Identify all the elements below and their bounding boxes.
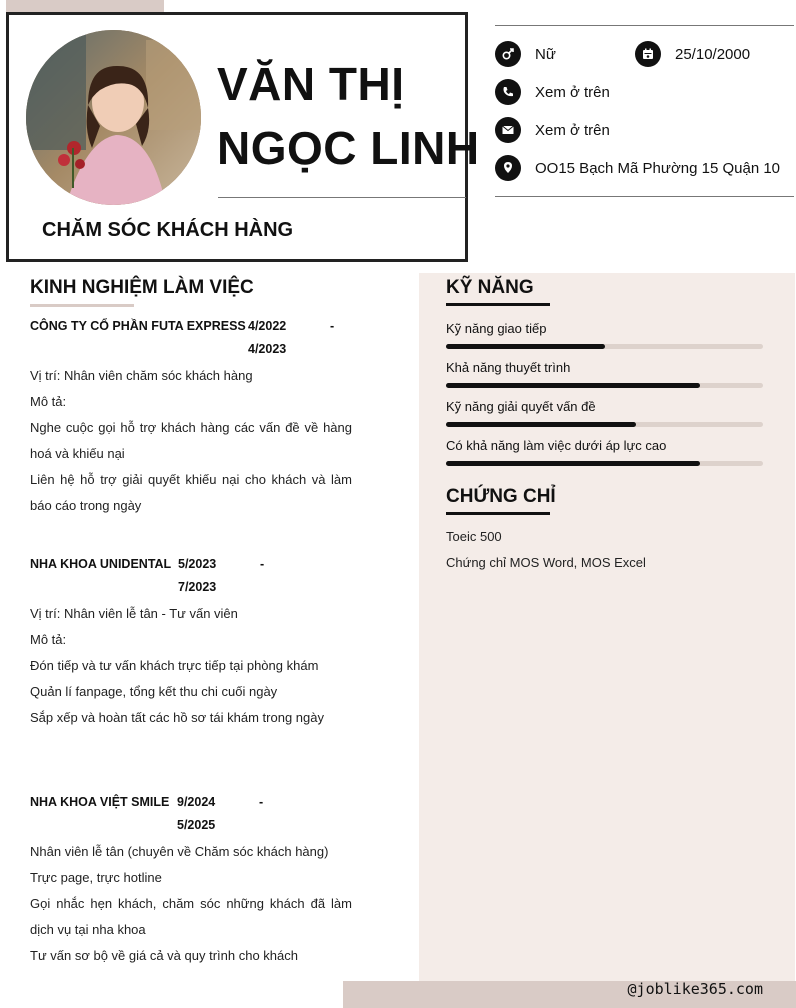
experience-title: KINH NGHIỆM LÀM VIỆC (30, 277, 254, 298)
end-date: 7/2023 (178, 580, 217, 594)
skill-label: Có khả năng làm việc dưới áp lực cao (446, 438, 667, 453)
end-date: 5/2025 (177, 818, 216, 832)
experience-line: Nghe cuộc gọi hỗ trợ khách hàng các vấn đề về hàng hoá và khiếu nại (30, 420, 352, 461)
avatar (26, 30, 201, 205)
experience-line: Nhân viên lễ tân (chuyên về Chăm sóc khách hàng) (30, 844, 329, 859)
skills-underline (446, 303, 550, 306)
company-name: NHA KHOA UNIDENTAL (30, 557, 172, 571)
skill-label: Kỹ năng giao tiếp (446, 321, 547, 336)
start-date: 9/2024 (177, 795, 216, 809)
email-value: Xem ở trên (535, 121, 610, 139)
skill-bar-track (446, 344, 763, 349)
experience-line: Vị trí: Nhân viên lễ tân - Tư vấn viên (30, 606, 238, 621)
skill-label: Kỹ năng giải quyết vấn đề (446, 399, 596, 414)
skills-title: KỸ NĂNG (446, 277, 534, 298)
mail-icon (495, 117, 521, 143)
certificates-underline (446, 512, 550, 515)
experience-line: Vị trí: Nhân viên chăm sóc khách hàng (30, 368, 253, 383)
avatar-photo-icon (26, 30, 201, 205)
start-date: 4/2022 (248, 319, 287, 333)
location-pin-icon (495, 155, 521, 181)
contact-divider-top (495, 25, 794, 26)
certificates-title: CHỨNG CHỈ (446, 486, 556, 507)
end-date: 4/2023 (248, 342, 287, 356)
skill-bar-track (446, 383, 763, 388)
skill-item (446, 320, 763, 349)
skill-bar-fill (446, 461, 700, 466)
skill-item (446, 398, 763, 427)
date-separator: - (260, 557, 265, 571)
experience-line: Tư vấn sơ bộ về giá cả và quy trình cho khách (30, 948, 298, 963)
phone-value: Xem ở trên (535, 83, 610, 101)
contact-phone (495, 79, 610, 105)
contact-email (495, 117, 610, 143)
experience-line: Trực page, trực hotline (30, 870, 162, 885)
experience-line: Liên hệ hỗ trợ giải quyết khiếu nại cho khách và làm báo cáo trong ngày (30, 472, 352, 513)
gender-value: Nữ (535, 45, 556, 63)
certificate-item: Toeic 500 (446, 529, 502, 544)
name-divider (218, 197, 466, 198)
experience-line: Gọi nhắc hẹn khách, chăm sóc những khách đã làm dịch vụ tại nha khoa (30, 896, 352, 937)
candidate-name (217, 52, 480, 180)
experience-item (30, 315, 352, 519)
contact-birthday (635, 41, 750, 67)
skill-bar-track (446, 461, 763, 466)
footer-watermark: @joblike365.com (627, 980, 763, 998)
date-separator: - (259, 795, 264, 809)
job-title: CHĂM SÓC KHÁCH HÀNG (42, 219, 294, 241)
skill-bar-fill (446, 383, 700, 388)
company-name: NHA KHOA VIỆT SMILE (30, 795, 170, 809)
experience-line: Đón tiếp và tư vấn khách trực tiếp tại phòng khám (30, 658, 319, 673)
experience-item (30, 791, 352, 969)
skill-label: Khả năng thuyết trình (446, 360, 571, 375)
date-separator: - (330, 319, 335, 333)
experience-underline (30, 304, 134, 307)
name-line-1: VĂN THỊ (217, 58, 405, 110)
calendar-icon (635, 41, 661, 67)
skill-bar-track (446, 422, 763, 427)
start-date: 5/2023 (178, 557, 217, 571)
contact-gender (495, 41, 556, 67)
phone-icon (495, 79, 521, 105)
experience-line: Sắp xếp và hoàn tất các hồ sơ tái khám trong ngày (30, 710, 324, 725)
birthday-value: 25/10/2000 (675, 45, 751, 63)
skill-bar-fill (446, 422, 636, 427)
gender-icon (495, 41, 521, 67)
experience-line: Mô tả: (30, 632, 67, 647)
experience-line: Quản lí fanpage, tổng kết thu chi cuối ngày (30, 684, 278, 699)
company-name: CÔNG TY CỔ PHẦN FUTA EXPRESS (30, 319, 246, 333)
name-line-2: NGỌC LINH (217, 122, 480, 174)
experience-item (30, 553, 352, 731)
address-value: OO15 Bạch Mã Phường 15 Quận 10 (535, 159, 781, 177)
contact-divider-bottom (495, 196, 794, 197)
certificate-item: Chứng chỉ MOS Word, MOS Excel (446, 555, 646, 570)
contact-address (495, 155, 780, 181)
experience-line: Mô tả: (30, 394, 67, 409)
skill-item (446, 359, 763, 388)
skill-bar-fill (446, 344, 605, 349)
skill-item (446, 437, 763, 466)
